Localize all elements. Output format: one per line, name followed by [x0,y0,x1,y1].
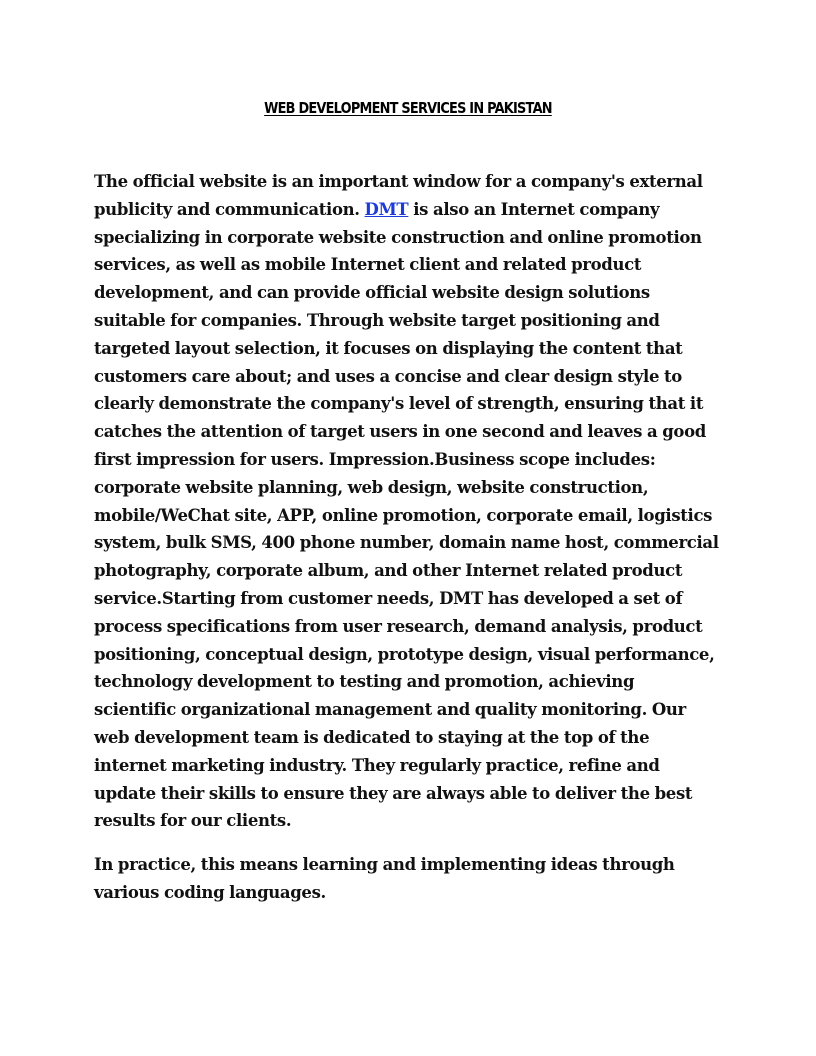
paragraph-2: In practice, this means learning and implementing ideas through various coding languages. [94,855,675,902]
document-title: WEB DEVELOPMENT SERVICES IN PAKISTAN [264,99,552,117]
paragraph-1-rest: is also an Internet company specializing in corporate website construction and online promotion services, as well as mobile Internet client and related product development, and can provide official website design solutions suitable for companies. Through website target positioning and targeted layout selection, it focuses on displaying the content that customers care about; and uses a concise and clear design style to clearly demonstrate the company's level of strength, ensuring that it catches the attention of target users in one second and leaves a good first impression for users. Impression.Business scope includes: corporate website planning, web design, website construction, mobile/WeChat site, APP, online promotion, corporate email, logistics system, bulk SMS, 400 phone number, domain name host, commercial photography, corporate album, and other Internet related product service.Starting from customer needs, DMT has developed a set of process specifications from user research, demand analysis, product positioning, conceptual design, prototype design, visual performance, technology development to testing and promotion, achieving scientific organizational management and quality monitoring. Our web development team is dedicated to staying at the top of the internet marketing industry. They regularly practice, refine and update their skills to ensure they are always able to deliver the best results for our clients. [94,199,719,831]
dmt-link[interactable]: DMT [364,199,409,219]
document-body [94,168,719,907]
paragraph-1-intro: The official website is an important window for a company's external publicity and communication. [94,172,703,219]
paragraph-1 [94,168,719,835]
